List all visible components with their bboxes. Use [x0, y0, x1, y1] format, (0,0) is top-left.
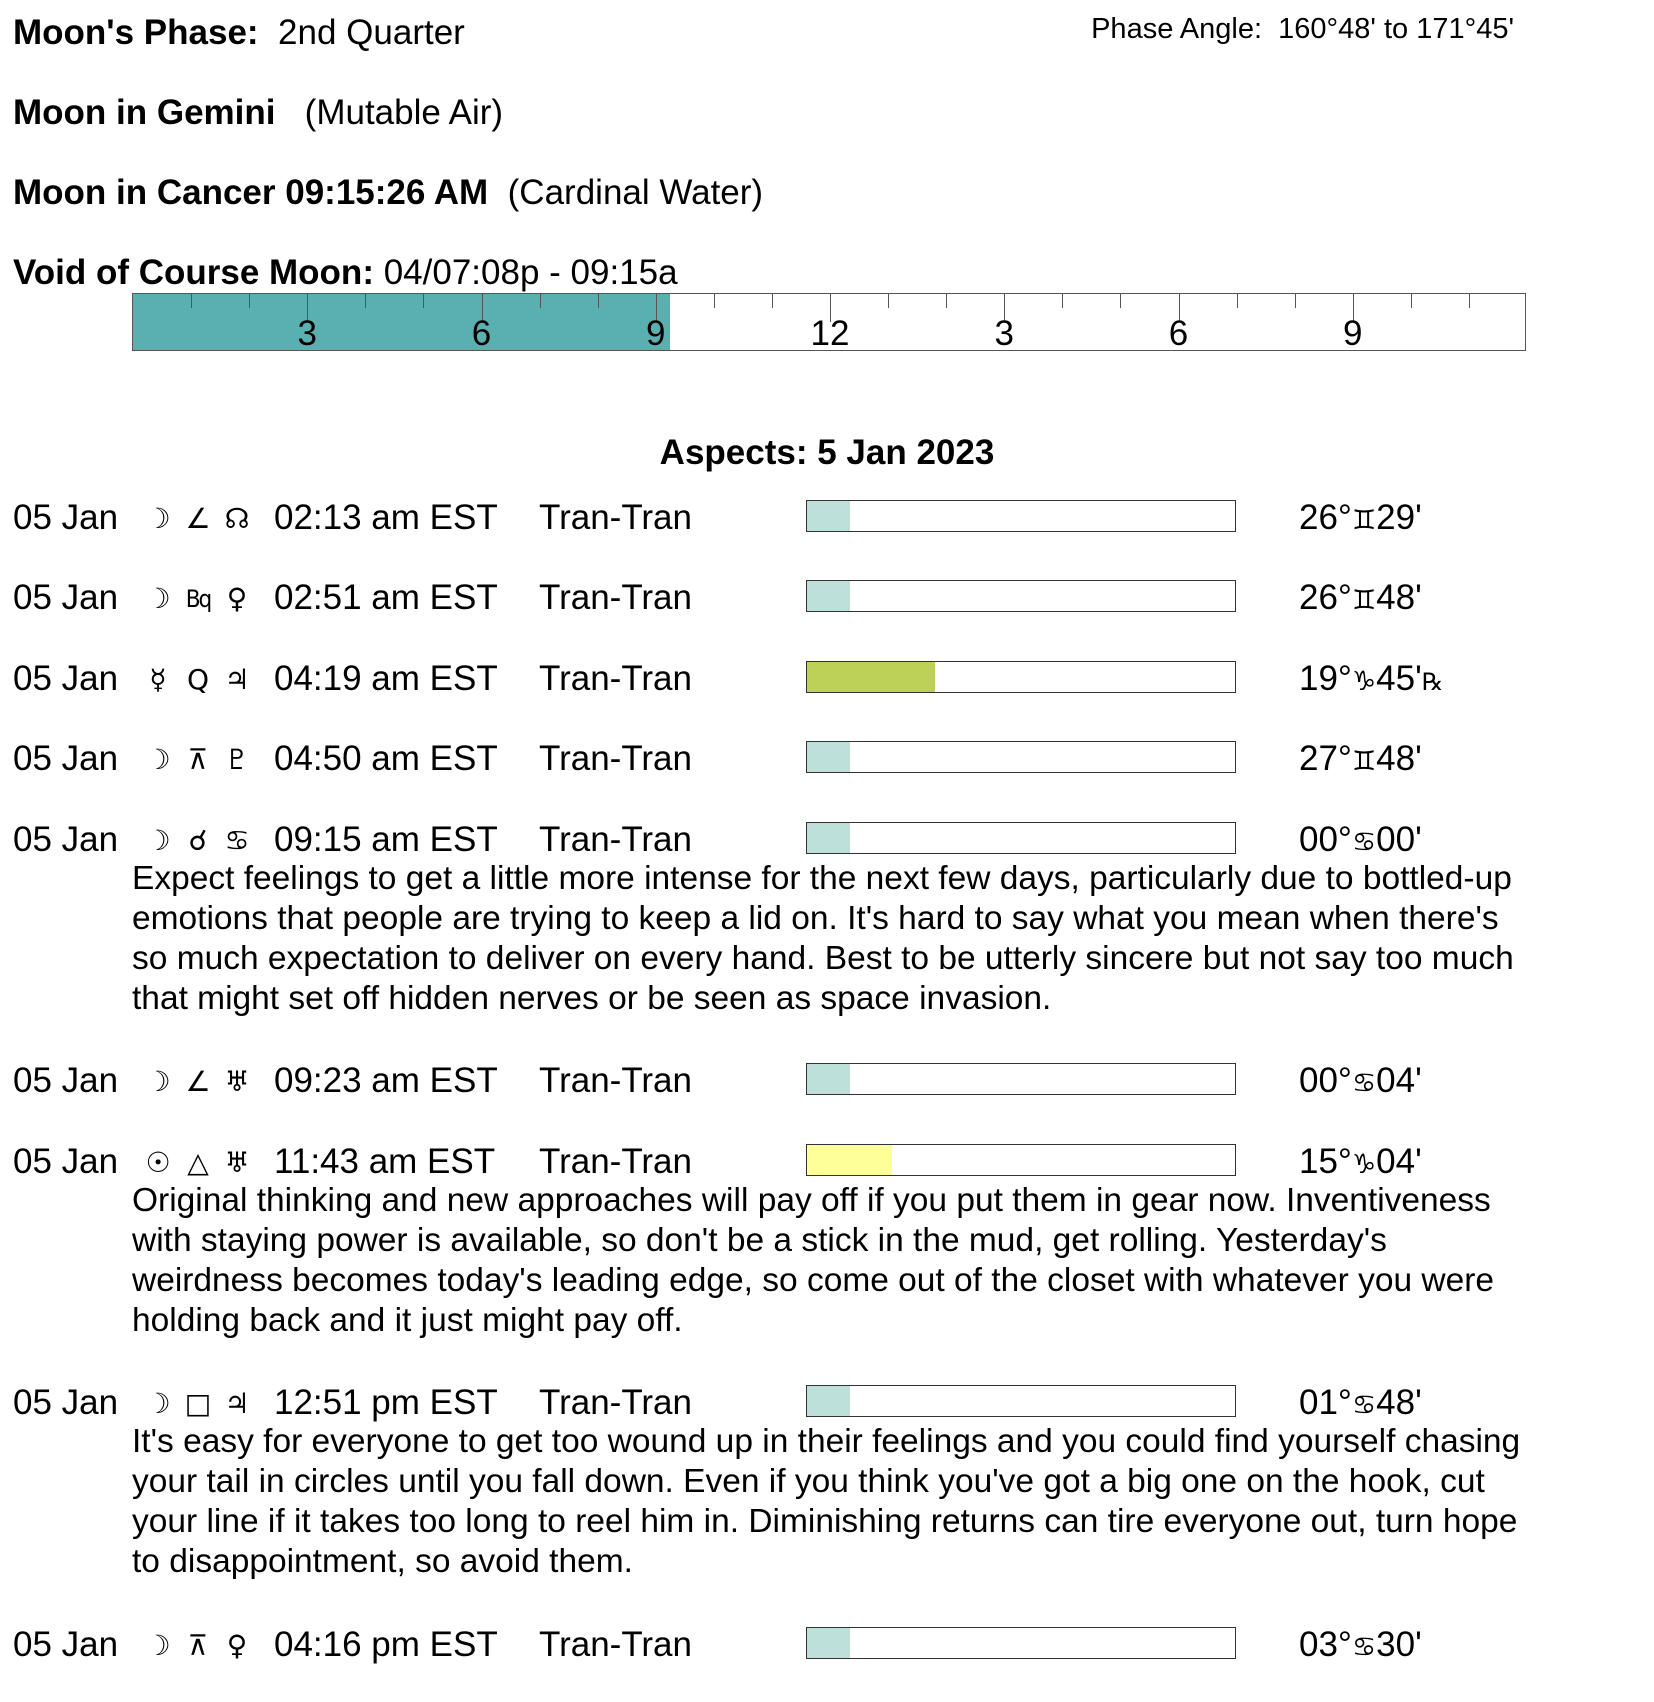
aspect-kind: Tran-Tran	[539, 1142, 692, 1181]
quintile-icon: Q	[186, 663, 210, 696]
position-degrees: 27°	[1299, 739, 1352, 778]
aspect-time: 04:16 pm EST	[274, 1625, 498, 1664]
void-of-course-timeline	[132, 293, 1526, 351]
aspect-time: 09:15 am EST	[274, 820, 498, 859]
timeline-tick	[888, 294, 889, 308]
timeline-tick	[772, 294, 773, 308]
moon-sign-1-label: Moon in Gemini	[13, 93, 276, 132]
aspect-kind: Tran-Tran	[539, 578, 692, 617]
moon-icon: ☽	[145, 1629, 171, 1662]
aspect-time: 04:19 am EST	[274, 659, 498, 698]
interpretation-line: your line if it takes too long to reel him in. Diminishing returns can tire everyone out, turn hope	[132, 1503, 1518, 1540]
uranus-icon: ♅	[224, 1146, 250, 1179]
phase-angle	[1091, 12, 1514, 46]
aspect-position	[1299, 1061, 1422, 1104]
aspect-strength-bar	[806, 1627, 1236, 1659]
aspect-kind: Tran-Tran	[539, 739, 692, 778]
moon-icon: ☽	[145, 582, 171, 615]
interpretation-line: It's easy for everyone to get too wound up in their feelings and you could find yourself chasing	[132, 1423, 1521, 1460]
aspect-date: 05 Jan	[13, 1625, 119, 1664]
timeline-tick	[1295, 294, 1296, 308]
interpretation-line: that might set off hidden nerves or be seen as space invasion.	[132, 980, 1052, 1017]
position-degrees: 15°	[1299, 1142, 1352, 1181]
aspect-date: 05 Jan	[13, 1061, 119, 1100]
aspect-position	[1299, 739, 1422, 782]
position-degrees: 26°	[1299, 498, 1352, 537]
timeline-tick	[191, 294, 192, 308]
timeline-tick	[1469, 294, 1470, 308]
trine-icon: △	[187, 1146, 209, 1179]
position-minutes: 45'	[1376, 659, 1422, 698]
position-minutes: 48'	[1376, 1383, 1422, 1422]
interpretation-line: with staying power is available, so don't be a stick in the mud, get rolling. Yesterday's	[132, 1222, 1387, 1259]
aspect-strength-fill	[807, 501, 850, 531]
interpretation-line: to disappointment, so avoid them.	[132, 1543, 633, 1580]
aspect-strength-bar	[806, 1144, 1236, 1176]
aspect-kind: Tran-Tran	[539, 659, 692, 698]
aspect-time: 11:43 am EST	[274, 1142, 496, 1181]
void-value: 04/07:08p - 09:15a	[383, 253, 678, 292]
timeline-tick	[598, 294, 599, 308]
aspect-strength-bar	[806, 661, 1236, 693]
aspect-strength-fill	[807, 742, 850, 772]
cancer-icon: ♋	[1351, 1390, 1377, 1421]
jupiter-icon: ♃	[224, 1387, 250, 1420]
timeline-tick	[1120, 294, 1121, 308]
moon-phase-label: Moon's Phase:	[13, 13, 259, 52]
aspect-strength-fill	[807, 1145, 892, 1175]
position-minutes: 00'	[1376, 820, 1422, 859]
mercury-icon: ☿	[149, 663, 167, 696]
gemini-icon: ♊	[1351, 585, 1377, 616]
moon-icon: ☽	[145, 824, 171, 857]
pluto-icon: ♇	[224, 743, 250, 776]
aspect-strength-fill	[807, 1386, 850, 1416]
position-degrees: 03°	[1299, 1625, 1352, 1664]
timeline-tick	[365, 294, 366, 308]
interpretation-line: Expect feelings to get a little more intense for the next few days, particularly due to bottled-up	[132, 860, 1512, 897]
aspect-strength-bar	[806, 741, 1236, 773]
timeline-hour-label: 9	[646, 314, 666, 351]
timeline-tick	[1237, 294, 1238, 308]
quincunx-icon: ⊼	[187, 1629, 209, 1662]
aspect-kind: Tran-Tran	[539, 1061, 692, 1100]
interpretation-line: weirdness becomes today's leading edge, so come out of the closet with whatever you were	[132, 1262, 1495, 1299]
timeline-tick	[1062, 294, 1063, 308]
timeline-hour-label: 3	[297, 314, 317, 351]
interpretation-line: holding back and it just might pay off.	[132, 1302, 683, 1339]
venus-icon: ♀	[226, 582, 248, 615]
moon-phase-value: 2nd Quarter	[278, 13, 465, 52]
aspect-strength-bar	[806, 580, 1236, 612]
aspect-strength-fill	[807, 581, 850, 611]
capricorn-icon: ♑	[1351, 1149, 1377, 1180]
position-minutes: 04'	[1376, 1142, 1422, 1181]
cancer-icon: ♋	[224, 824, 250, 857]
aspect-date: 05 Jan	[13, 578, 119, 617]
aspect-kind: Tran-Tran	[539, 498, 692, 537]
aspect-time: 02:13 am EST	[274, 498, 498, 537]
aspect-kind: Tran-Tran	[539, 1383, 692, 1422]
aspect-interpretation	[132, 859, 1652, 1019]
aspect-date: 05 Jan	[13, 739, 119, 778]
semisquare-icon: ∠	[185, 1065, 211, 1098]
uranus-icon: ♅	[224, 1065, 250, 1098]
position-degrees: 19°	[1299, 659, 1352, 698]
position-minutes: 48'	[1376, 578, 1422, 617]
aspect-interpretation	[132, 1181, 1652, 1341]
gemini-icon: ♊	[1351, 505, 1377, 536]
position-degrees: 26°	[1299, 578, 1352, 617]
cancer-icon: ♋	[1351, 827, 1377, 858]
position-degrees: 01°	[1299, 1383, 1352, 1422]
aspect-strength-fill	[807, 662, 935, 692]
gemini-icon: ♊	[1351, 746, 1377, 777]
aspect-time: 12:51 pm EST	[274, 1383, 498, 1422]
position-minutes: 48'	[1376, 739, 1422, 778]
aspect-position	[1299, 1383, 1422, 1426]
timeline-tick	[540, 294, 541, 308]
moon-icon: ☽	[145, 743, 171, 776]
interpretation-line: Original thinking and new approaches will pay off if you put them in gear now. Inventiveness	[132, 1182, 1491, 1219]
capricorn-icon: ♑	[1351, 666, 1377, 697]
cancer-icon: ♋	[1351, 1068, 1377, 1099]
aspect-time: 04:50 am EST	[274, 739, 498, 778]
moon-icon: ☽	[145, 502, 171, 535]
venus-icon: ♀	[226, 1629, 248, 1662]
moon-icon: ☽	[145, 1065, 171, 1098]
void-label: Void of Course Moon:	[13, 253, 374, 292]
jupiter-icon: ♃	[224, 663, 250, 696]
aspect-strength-bar	[806, 500, 1236, 532]
aspect-interpretation	[132, 1422, 1652, 1582]
interpretation-line: your tail in circles until you fall down. Even if you think you've got a big one on the hook, cut	[132, 1463, 1485, 1500]
square-icon: □	[184, 1387, 212, 1420]
aspect-kind: Tran-Tran	[539, 1625, 692, 1664]
moon-sign-2-label: Moon in Cancer 09:15:26 AM	[13, 173, 489, 212]
moon-sign-1-quality: (Mutable Air)	[304, 93, 504, 132]
aspect-date: 05 Jan	[13, 498, 119, 537]
aspect-strength-fill	[807, 1628, 850, 1658]
retrograde-icon: ℞	[1421, 668, 1444, 696]
aspect-kind: Tran-Tran	[539, 820, 692, 859]
aspect-strength-bar	[806, 1385, 1236, 1417]
interpretation-line: so much expectation to deliver on every hand. Best to be utterly sincere but not say too much	[132, 940, 1514, 977]
position-minutes: 30'	[1376, 1625, 1422, 1664]
interpretation-line: emotions that people are trying to keep a lid on. It's hard to say what you mean when there's	[132, 900, 1499, 937]
timeline-tick	[249, 294, 250, 308]
timeline-hour-label: 3	[994, 314, 1014, 351]
timeline-tick	[946, 294, 947, 308]
cancer-icon: ♋	[1351, 1632, 1377, 1663]
timeline-hour-label: 12	[810, 314, 850, 351]
moon-phase	[13, 13, 465, 53]
aspect-position	[1299, 1625, 1422, 1668]
aspect-date: 05 Jan	[13, 820, 119, 859]
aspect-time: 09:23 am EST	[274, 1061, 498, 1100]
timeline-tick	[1411, 294, 1412, 308]
aspects-title: Aspects: 5 Jan 2023	[659, 433, 995, 472]
timeline-hour-label: 6	[1168, 314, 1189, 351]
phase-angle-label: Phase Angle:	[1091, 13, 1263, 45]
void-of-course	[13, 253, 678, 293]
void-period-fill	[133, 294, 670, 350]
timeline-hour-label: 6	[471, 314, 492, 351]
position-minutes: 29'	[1376, 498, 1422, 537]
aspect-position	[1299, 498, 1422, 541]
position-minutes: 04'	[1376, 1061, 1422, 1100]
semisquare-icon: ∠	[185, 502, 211, 535]
aspect-position	[1299, 659, 1443, 702]
timeline-hour-label: 9	[1343, 314, 1363, 351]
aspect-time: 02:51 am EST	[274, 578, 498, 617]
moon-sign-gemini	[13, 93, 503, 133]
timeline-tick	[714, 294, 715, 308]
aspect-position	[1299, 820, 1422, 863]
aspect-position	[1299, 578, 1422, 621]
moon-sign-cancer	[13, 173, 763, 213]
moon-icon: ☽	[145, 1387, 171, 1420]
position-degrees: 00°	[1299, 820, 1352, 859]
aspect-date: 05 Jan	[13, 1142, 119, 1181]
aspect-strength-fill	[807, 1064, 850, 1094]
sun-icon: ☉	[145, 1146, 171, 1179]
aspect-date: 05 Jan	[13, 1383, 119, 1422]
aspect-position	[1299, 1142, 1422, 1185]
timeline-tick	[423, 294, 424, 308]
quincunx-icon: ⊼	[187, 743, 209, 776]
north-node-icon: ☊	[224, 502, 250, 535]
aspect-strength-bar	[806, 822, 1236, 854]
aspect-strength-bar	[806, 1063, 1236, 1095]
aspect-strength-fill	[807, 823, 850, 853]
position-degrees: 00°	[1299, 1061, 1352, 1100]
biquintile-icon: Bq	[185, 585, 211, 613]
conjunction-icon: ☌	[188, 824, 208, 857]
moon-sign-2-quality: (Cardinal Water)	[507, 173, 764, 212]
aspect-date: 05 Jan	[13, 659, 119, 698]
phase-angle-value: 160°48' to 171°45'	[1278, 13, 1514, 45]
